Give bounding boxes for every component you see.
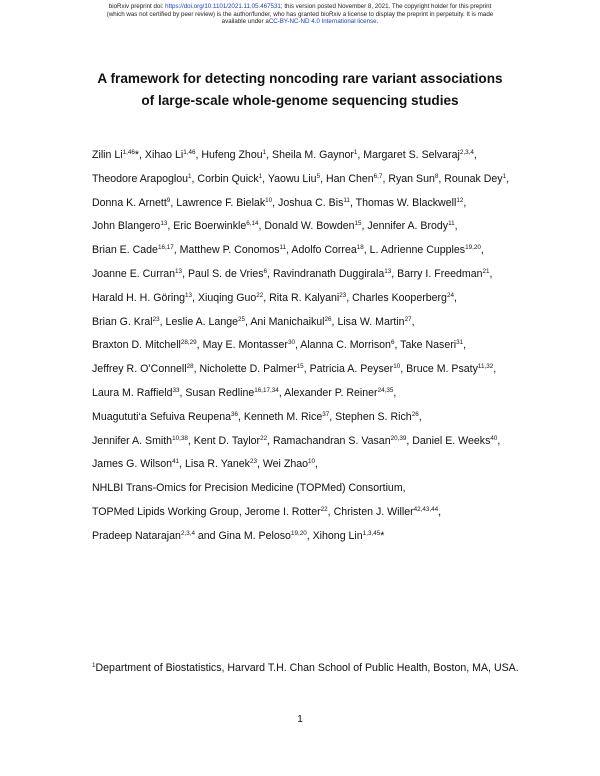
author-label: Jennifer A. Brody [367, 220, 449, 233]
author-label: Xihao Li [144, 149, 184, 161]
author-affiliation-sup: 23 [339, 291, 347, 299]
notice-text: bioRxiv preprint doi: [108, 3, 166, 10]
author-name [397, 268, 489, 280]
author-label: Joanne E. Curran [92, 267, 176, 280]
author-name [244, 411, 329, 423]
author-affiliation-sup: 11 [343, 196, 350, 204]
author-affiliation-sup: 36 [231, 410, 239, 418]
author-affiliation-sup: 15 [354, 220, 362, 228]
author-name [273, 268, 391, 280]
affiliation-number: 1 [92, 662, 96, 669]
author-label: James G. Wilson [92, 458, 173, 471]
author-name [92, 506, 239, 518]
author-label: John Blangero [92, 220, 161, 233]
author-name [180, 244, 286, 256]
author-affiliation-sup: 10 [393, 363, 401, 371]
author-name [388, 173, 438, 185]
author-label: Alanna C. Morrison [300, 339, 391, 352]
author-name [278, 197, 350, 209]
author-marker: * [380, 529, 385, 542]
author-name [92, 197, 170, 209]
author-affiliation-sup: 1 [262, 149, 267, 156]
author-affiliation-sup: 13 [160, 220, 168, 228]
author-affiliation-sup: 23 [249, 458, 257, 466]
author-name [273, 435, 406, 447]
license-link[interactable]: CC-BY-NC-ND 4.0 International license [268, 18, 377, 26]
author-affiliation-sup: 22 [320, 505, 328, 513]
author-name [356, 197, 464, 209]
author-name [370, 244, 481, 256]
author-name [352, 292, 454, 304]
author-affiliation-sup: 13 [185, 291, 193, 299]
author-label: Charles Kooperberg [352, 291, 447, 304]
author-label: Jennifer A. Smith [92, 434, 173, 447]
author-label: Xiuqing Guo [197, 291, 257, 304]
author-label: Take Naseri [400, 339, 457, 352]
author-affiliation-sup: 6,7 [373, 172, 383, 180]
author-name [245, 506, 328, 518]
author-name [269, 292, 346, 304]
author-affiliation-sup: 21 [482, 267, 490, 275]
author-label: Laura M. Raffield [92, 386, 173, 399]
author-affiliation-sup: 12 [456, 196, 464, 204]
author-label: Margaret S. Selvaraj [363, 149, 460, 161]
author-label: Daniel E. Weeks [412, 434, 491, 447]
author-label: Hufeng Zhou [201, 149, 263, 161]
author-name [291, 244, 363, 256]
author-label: Kenneth M. Rice [243, 410, 323, 423]
author-label: Lisa R. Yanek [184, 458, 250, 471]
author-name [92, 316, 160, 328]
author-label: Eric Boerwinkle [173, 220, 247, 233]
author-name [444, 173, 506, 185]
author-label: Jerome I. Rotter [244, 505, 321, 518]
author-label: NHLBI Trans-Omics for Precision Medicine (TOPMed) Consortium [92, 482, 403, 495]
author-affiliation-sup: 11,32 [477, 363, 494, 371]
author-name [272, 149, 357, 161]
author-label: Rita R. Kalyani [269, 291, 340, 304]
author-affiliation-sup: 28 [186, 363, 194, 371]
author-affiliation-sup: 22 [256, 291, 264, 299]
author-name [334, 506, 439, 518]
author-label: Nicholette D. Palmer [199, 363, 297, 376]
author-name [92, 482, 403, 494]
author-label: Alexander P. Reiner [284, 386, 378, 399]
title-line: of large-scale whole-genome sequencing studies [141, 93, 459, 108]
author-name [92, 220, 167, 232]
affiliation [92, 656, 532, 680]
author-name [92, 149, 139, 161]
author-affiliation-sup: 6,14 [246, 220, 259, 228]
author-affiliation-sup: 6 [263, 267, 268, 275]
author-affiliation-sup: 19,20 [465, 244, 481, 252]
author-affiliation-sup: 30 [287, 339, 295, 347]
author-affiliation-sup: 1 [188, 172, 192, 180]
author-affiliation-sup: 33 [172, 386, 180, 394]
author-name [185, 458, 257, 470]
author-name [268, 173, 320, 185]
notice-text: ; this version posted November 8, 2021. The copyright holder for this preprint [280, 3, 492, 10]
author-name [92, 411, 238, 423]
author-name [92, 339, 197, 351]
author-label: Kent D. Taylor [193, 434, 261, 447]
author-name [284, 387, 393, 399]
author-label: Brian G. Kral [92, 315, 153, 328]
author-name [201, 149, 266, 161]
author-affiliation-sup: 23 [152, 315, 160, 323]
author-name [92, 363, 194, 375]
author-label: Leslie A. Lange [165, 315, 238, 328]
notice-text: (which was not certified by peer review) is the author/funder, who has granted bioRxiv a license to display the preprint in perpetuity. It is made [106, 10, 494, 18]
author-name [188, 268, 267, 280]
author-label: Joshua C. Bis [278, 196, 344, 209]
author-affiliation-sup: 28,29 [180, 339, 197, 347]
author-affiliation-sup: 26 [411, 410, 419, 418]
author-affiliation-sup: 24,35 [377, 386, 394, 394]
author-label: Adolfo Correa [291, 244, 357, 257]
author-affiliation-sup: 8 [434, 172, 439, 180]
affiliation-text: Department of Biostatistics, Harvard T.H. Chan School of Public Health, Boston, MA, USA. [95, 662, 519, 674]
author-affiliation-sup: 26 [324, 315, 332, 323]
author-name [337, 316, 411, 328]
page-number: 1 [297, 714, 303, 725]
author-label: Rounak Dey [444, 172, 503, 185]
notice-text: available under a [221, 18, 269, 26]
author-label: Han Chen [325, 172, 374, 185]
author-label: Jeffrey R. O’Connell [92, 363, 187, 376]
author-name [310, 363, 401, 375]
author-label: Barry I. Freedman [397, 267, 483, 280]
author-affiliation-sup: 16,17 [157, 244, 174, 252]
author-affiliation-sup: 19,20 [290, 529, 307, 537]
author-label: Gina M. Peloso [218, 529, 291, 542]
author-name [367, 220, 454, 232]
author-name [326, 173, 382, 185]
author-label: Matthew P. Conomos [179, 244, 280, 257]
author-affiliation-sup: 1,3,45 [362, 529, 381, 537]
author-label: Ryan Sun [388, 172, 435, 185]
author-label: Donald W. Bowden [264, 220, 355, 233]
author-label: Lawrence F. Bielak [176, 196, 266, 209]
author-label: Zilin Li [92, 149, 123, 161]
author-label: Paul S. de Vries [187, 267, 264, 280]
author-name [173, 220, 258, 232]
author-affiliation-sup: 1 [353, 149, 358, 156]
author-affiliation-sup: 40 [490, 434, 498, 442]
author-label: Corbin Quick [197, 172, 259, 185]
author-name [313, 530, 385, 542]
author-label: Christen J. Willer [333, 505, 414, 518]
author-affiliation-sup: 13 [175, 267, 183, 275]
author-label: Brian E. Cade [92, 244, 158, 257]
author-name [335, 411, 419, 423]
author-name [300, 339, 394, 351]
author-name [264, 220, 361, 232]
author-label: L. Adrienne Cupples [369, 244, 466, 257]
author-name [92, 530, 195, 542]
preprint-notice [8, 3, 592, 26]
author-affiliation-sup: 13 [384, 267, 392, 275]
author-name [197, 173, 262, 185]
author-affiliation-sup: 5 [316, 172, 321, 180]
author-name [166, 316, 245, 328]
author-label: Wei Zhao [262, 458, 309, 471]
author-name [406, 363, 493, 375]
author-name [92, 292, 192, 304]
author-name [92, 387, 180, 399]
author-affiliation-sup: 42,43,44 [413, 505, 439, 513]
author-label: Donna K. Arnett [92, 196, 167, 209]
author-label: Ravindranath Duggirala [272, 267, 385, 280]
author-affiliation-sup: 1,46 [122, 149, 135, 156]
author-affiliation-sup: 41 [172, 458, 180, 466]
author-affiliation-sup: 20,39 [390, 434, 407, 442]
author-name [412, 435, 497, 447]
paper-title [40, 68, 560, 112]
author-affiliation-sup: 11 [448, 220, 455, 228]
author-label: Muagututi‘a Sefuiva Reupena [92, 410, 231, 423]
author-label: May E. Montasser [202, 339, 288, 352]
author-label: Ani Manichaikul [250, 315, 325, 328]
author-name [92, 435, 188, 447]
author-label: Lisa W. Martin [337, 315, 405, 328]
doi-link[interactable]: https://doi.org/10.1101/2021.11.05.467531 [165, 3, 281, 10]
author-name [263, 458, 315, 470]
author-affiliation-sup: 1 [258, 172, 263, 180]
author-name [203, 339, 295, 351]
author-affiliation-sup: 1,46 [183, 149, 196, 156]
author-label: Yaowu Liu [267, 172, 317, 185]
author-name [92, 268, 182, 280]
author-label: Sheila M. Gaynor [272, 149, 354, 161]
author-affiliation-sup: 27 [404, 315, 412, 323]
author-name [198, 292, 263, 304]
author-label: Braxton D. Mitchell [92, 339, 181, 352]
author-name [363, 149, 474, 161]
author-name [200, 363, 304, 375]
author-name [176, 197, 272, 209]
author-label: Theodore Arapoglou [92, 172, 189, 185]
author-affiliation-sup: 16,17,34 [254, 386, 279, 394]
author-affiliation-sup: 9 [166, 196, 171, 204]
author-name [400, 339, 463, 351]
author-affiliation-sup: 15 [296, 363, 304, 371]
author-name [92, 458, 179, 470]
author-affiliation-sup: 25 [238, 315, 246, 323]
author-name [92, 173, 192, 185]
author-label: Patricia A. Peyser [309, 363, 394, 376]
author-name [185, 387, 278, 399]
author-name [145, 149, 196, 161]
author-affiliation-sup: 10 [265, 196, 273, 204]
author-affiliation-sup: 10 [308, 458, 316, 466]
author-label: Bruce M. Psaty [406, 363, 478, 376]
notice-text: . [376, 18, 379, 26]
author-affiliation-sup: 18 [356, 244, 364, 252]
author-label: Ramachandran S. Vasan [273, 434, 391, 447]
author-list: Zilin Li$^{1,46}$*, Xihao Li$^{1,46}$, Hufeng Zhou$^1$, Sheila M. Gaynor$^1$, Margaret S. Selvaraj$^{2,3,4}$, Theodore Arapoglou$^1$, Corbin Quick$^1$, Yaowu Liu$^5$, Han Chen$^{6,7}$, Ryan Sun$^8$, Rounak Dey$^1$, Donna K. Arnett$^9$, Lawrence F. Bielak$^{10}$, Joshua C. Bis$^{11}$, Thomas W. Blackwell$^{12}$, John Blangero$^{13}$, Eric Boerwinkle$^{6,14}$, Donald W. Bowden$^{15}$, Jennifer A. Brody$^{11}$, Brian E. Cade$^{16,17}$, Matthew P. Conomos$^{11}$, Adolfo Correa$^{18}$, L. Adrienne Cupples$^{19,20}$, Joanne E. Curran$^{13}$, Paul S. de Vries$^6$, Ravindranath Duggirala$^{13}$, Barry I. Freedman$^{21}$, Harald H. H. Göring$^{13}$, Xiuqing Guo$^{22}$, Rita R. Kalyani$^{23}$, Charles Kooperberg$^{24}$, Brian G. Kral$^{23}$, Leslie A. Lange$^{25}$, Ani Manichaikul$^{26}$, Lisa W. Martin$^{27}$, Braxton D. Mitchell$^{28,29}$, May E. Montasser$^{30}$, Alanna C. Morrison$^6$, Take Naseri$^{31}$, Jeffrey R. O’Connell$^{28}$, Nicholette D. Palmer$^{15}$, Patricia A. Peyser$^{10}$, Bruce M. Psaty$^{11,32}$, Laura M. Raffield$^{33}$, Susan Redline$^{16,17,34}$, Alexander P. Reiner$^{24,35}$, Muagututi‘a Sefuiva Reupena$^{36}$, Kenneth M. Rice$^{37}$, Stephen S. Rich$^{26}$, Jennifer A. Smith$^{10,38}$, Kent D. Taylor$^{22}$, Ramachandran S. Vasan$^{20,39}$, Daniel E. Weeks$^{40}$, James G. Wilson$^{41}$, Lisa R. Yanek$^{23}$, Wei Zhao$^{10}$, NHLBI Trans-Omics for Precision Medicine (TOPMed) Consortium, TOPMed Lipids Working Group, Jerome I. Rotter$^{22}$, Christen J. Willer$^{42,43,44}$, Pradeep Natarajan$^{2,3,4}$ and Gina M. Peloso$^{19,20}$, Xihong Lin$^{1,3,45}$* [92, 149, 510, 542]
author-name [92, 244, 174, 256]
author-affiliation-sup: 31 [456, 339, 464, 347]
author-affiliation-sup: 11 [279, 244, 287, 252]
author-label: Pradeep Natarajan [92, 529, 181, 542]
author-affiliation-sup: 10,38 [172, 434, 188, 442]
author-affiliation-sup: 2,3,4 [180, 529, 195, 537]
author-affiliation-sup: 1 [502, 172, 507, 180]
author-marker: * [134, 149, 140, 161]
author-label: TOPMed Lipids Working Group [92, 505, 239, 518]
author-affiliation-sup: 2,3,4 [459, 149, 474, 156]
author-affiliation-sup: 37 [322, 410, 330, 418]
author-label: Thomas W. Blackwell [355, 196, 457, 209]
author-label: Harald H. H. Göring [92, 291, 186, 304]
author-affiliation-sup: 6 [390, 339, 395, 347]
author-label: Stephen S. Rich [335, 410, 412, 423]
author-affiliation-sup: 24 [446, 291, 454, 299]
author-label: Susan Redline [185, 386, 255, 399]
title-line: A framework for detecting noncoding rare variant associations [97, 71, 503, 86]
author-affiliation-sup: 22 [260, 434, 268, 442]
author-label: Xihong Lin [312, 529, 363, 542]
author-name [194, 435, 267, 447]
author-name [250, 316, 331, 328]
author-name [219, 530, 307, 542]
